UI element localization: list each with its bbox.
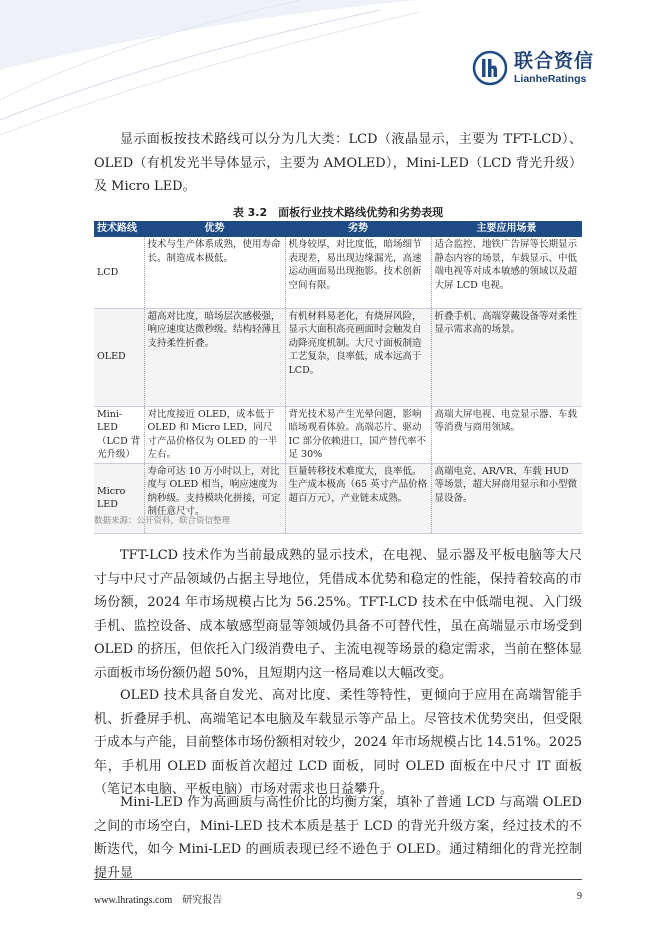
header-advantage: 优势 (144, 221, 285, 237)
header-tech: 技术路线 (94, 221, 144, 237)
body-paragraph-oled: OLED 技术具备自发光、高对比度、柔性等特性，更倾向于应用在高端智能手机、折叠屏手机、高端笔记本电脑及车载显示等产品上。尽管技术优势突出，但受限于成本与产能，目前整体市场份额相对较少，2024 年市场规模占比 14.51%。2025 年，手机用 OLED 面板首次超过 LCD 面板，同时 OLED 面板在中尺寸 IT 面板（笔记本电脑、平板电脑）市场对需求也日益攀升。 (94, 688, 583, 797)
table-row (94, 308, 582, 406)
cell-tech: LCD (94, 237, 144, 308)
cell-advantage: 技术与生产体系成熟，使用寿命长。制造成本极低。 (144, 237, 285, 308)
cell-advantage: 寿命可达 10 万小时以上，对比度与 OLED 相当，响应速度为纳秒级。支持模块化拼接，可定制任意尺寸。 (144, 463, 285, 533)
cell-application: 高端电竞、AR/VR、车载 HUD 等场景，超大屏商用显示和小型微显设备。 (431, 463, 582, 533)
page-number: 9 (577, 891, 582, 902)
cell-advantage: 超高对比度，暗场层次感极强，响应速度达微秒级。结构轻薄且支持柔性折叠。 (144, 308, 285, 406)
cell-application: 适合监控、地铁广告屏等长期显示静态内容的场景，车载显示、中低端电视等对成本敏感的领域以及超大屏 LCD 电视。 (431, 237, 582, 308)
table-row (94, 406, 582, 463)
tech-comparison-table (94, 221, 582, 534)
cell-application: 折叠手机、高端穿戴设备等对柔性显示需求高的场景。 (431, 308, 582, 406)
table-caption: 表 3.2 面板行业技术路线优势和劣势表现 (232, 206, 444, 219)
body-paragraph-miniled: Mini-LED 作为高画质与高性价比的均衡方案，填补了普通 LCD 与高端 OLED 之间的市场空白，Mini-LED 技术本质是基于 LCD 的背光升级方案，经过技术的不断迭代，如今 Mini-LED 的画质表现已经不逊色于 OLED。通过精细化的背光控制提升显 (94, 795, 582, 881)
cell-application: 高端大屏电视、电竞显示器、车载等消费与商用领域。 (431, 406, 582, 463)
lianhe-logo-icon (472, 50, 508, 86)
company-logo (472, 50, 594, 86)
body-paragraph-lcd: TFT-LCD 技术作为当前最成熟的显示技术，在电视、显示器及平板电脑等大尺寸与中尺寸产品领域仍占据主导地位，凭借成本优势和稳定的性能，保持着较高的市场份额，2024 年市场规模占比为 56.25%。TFT-LCD 技术在中低端电视、入门级手机、监控设备、成本敏感型商显等领域仍具备不可替代性，虽在高端显示市场受到 OLED 的挤压，但依托入门级消费电子、主流电视等场景的稳定需求，当前在整体显示面板市场份额仍超 50%，且短期内这一格局难以大幅改变。 (94, 548, 582, 681)
cell-disadvantage: 背光技术易产生光晕问题，影响暗场观看体验。高端芯片、驱动 IC 部分依赖进口，国产替代率不足 30% (285, 406, 431, 463)
cell-disadvantage: 机身较厚，对比度低，暗场细节表现差，易出现边缘漏光，高速运动画面易出现拖影。技术创新空间有限。 (285, 237, 431, 308)
table-header-row (94, 221, 582, 237)
header-application: 主要应用场景 (431, 221, 582, 237)
cell-advantage: 对比度接近 OLED，成本低于 OLED 和 Micro LED，同尺寸产品价格仅为 OLED 的一半左右。 (144, 406, 285, 463)
cell-tech: OLED (94, 308, 144, 406)
data-source-note: 数据来源：公开资料，联合资信整理 (94, 516, 231, 526)
header-disadvantage: 劣势 (285, 221, 431, 237)
intro-paragraph: 显示面板按技术路线可以分为几大类：LCD（液晶显示，主要为 TFT-LCD）、OLED（有机发光半导体显示，主要为 AMOLED），Mini-LED（LCD 背光升级）及 Micro LED。 (94, 132, 582, 194)
cell-disadvantage: 有机材料易老化，有烧屏风险，显示大面积高亮画面时会触发自动降亮度机制。大尺寸面板制造工艺复杂，良率低，成本远高于 LCD。 (285, 308, 431, 406)
logo-english-name: LianheRatings (514, 72, 587, 85)
cell-tech: Micro LED (94, 463, 144, 533)
logo-chinese-name: 联合资信 (514, 49, 595, 72)
cell-disadvantage: 巨量转移技术难度大，良率低。生产成本极高（65 英寸产品价格超百万元），产业链未成熟。 (285, 463, 431, 533)
cell-tech: Mini-LED（LCD 背光升级） (94, 406, 144, 463)
footer-website: www.lhratings.com 研究报告 (94, 895, 223, 906)
table-row (94, 237, 582, 308)
footer-divider (94, 879, 582, 880)
